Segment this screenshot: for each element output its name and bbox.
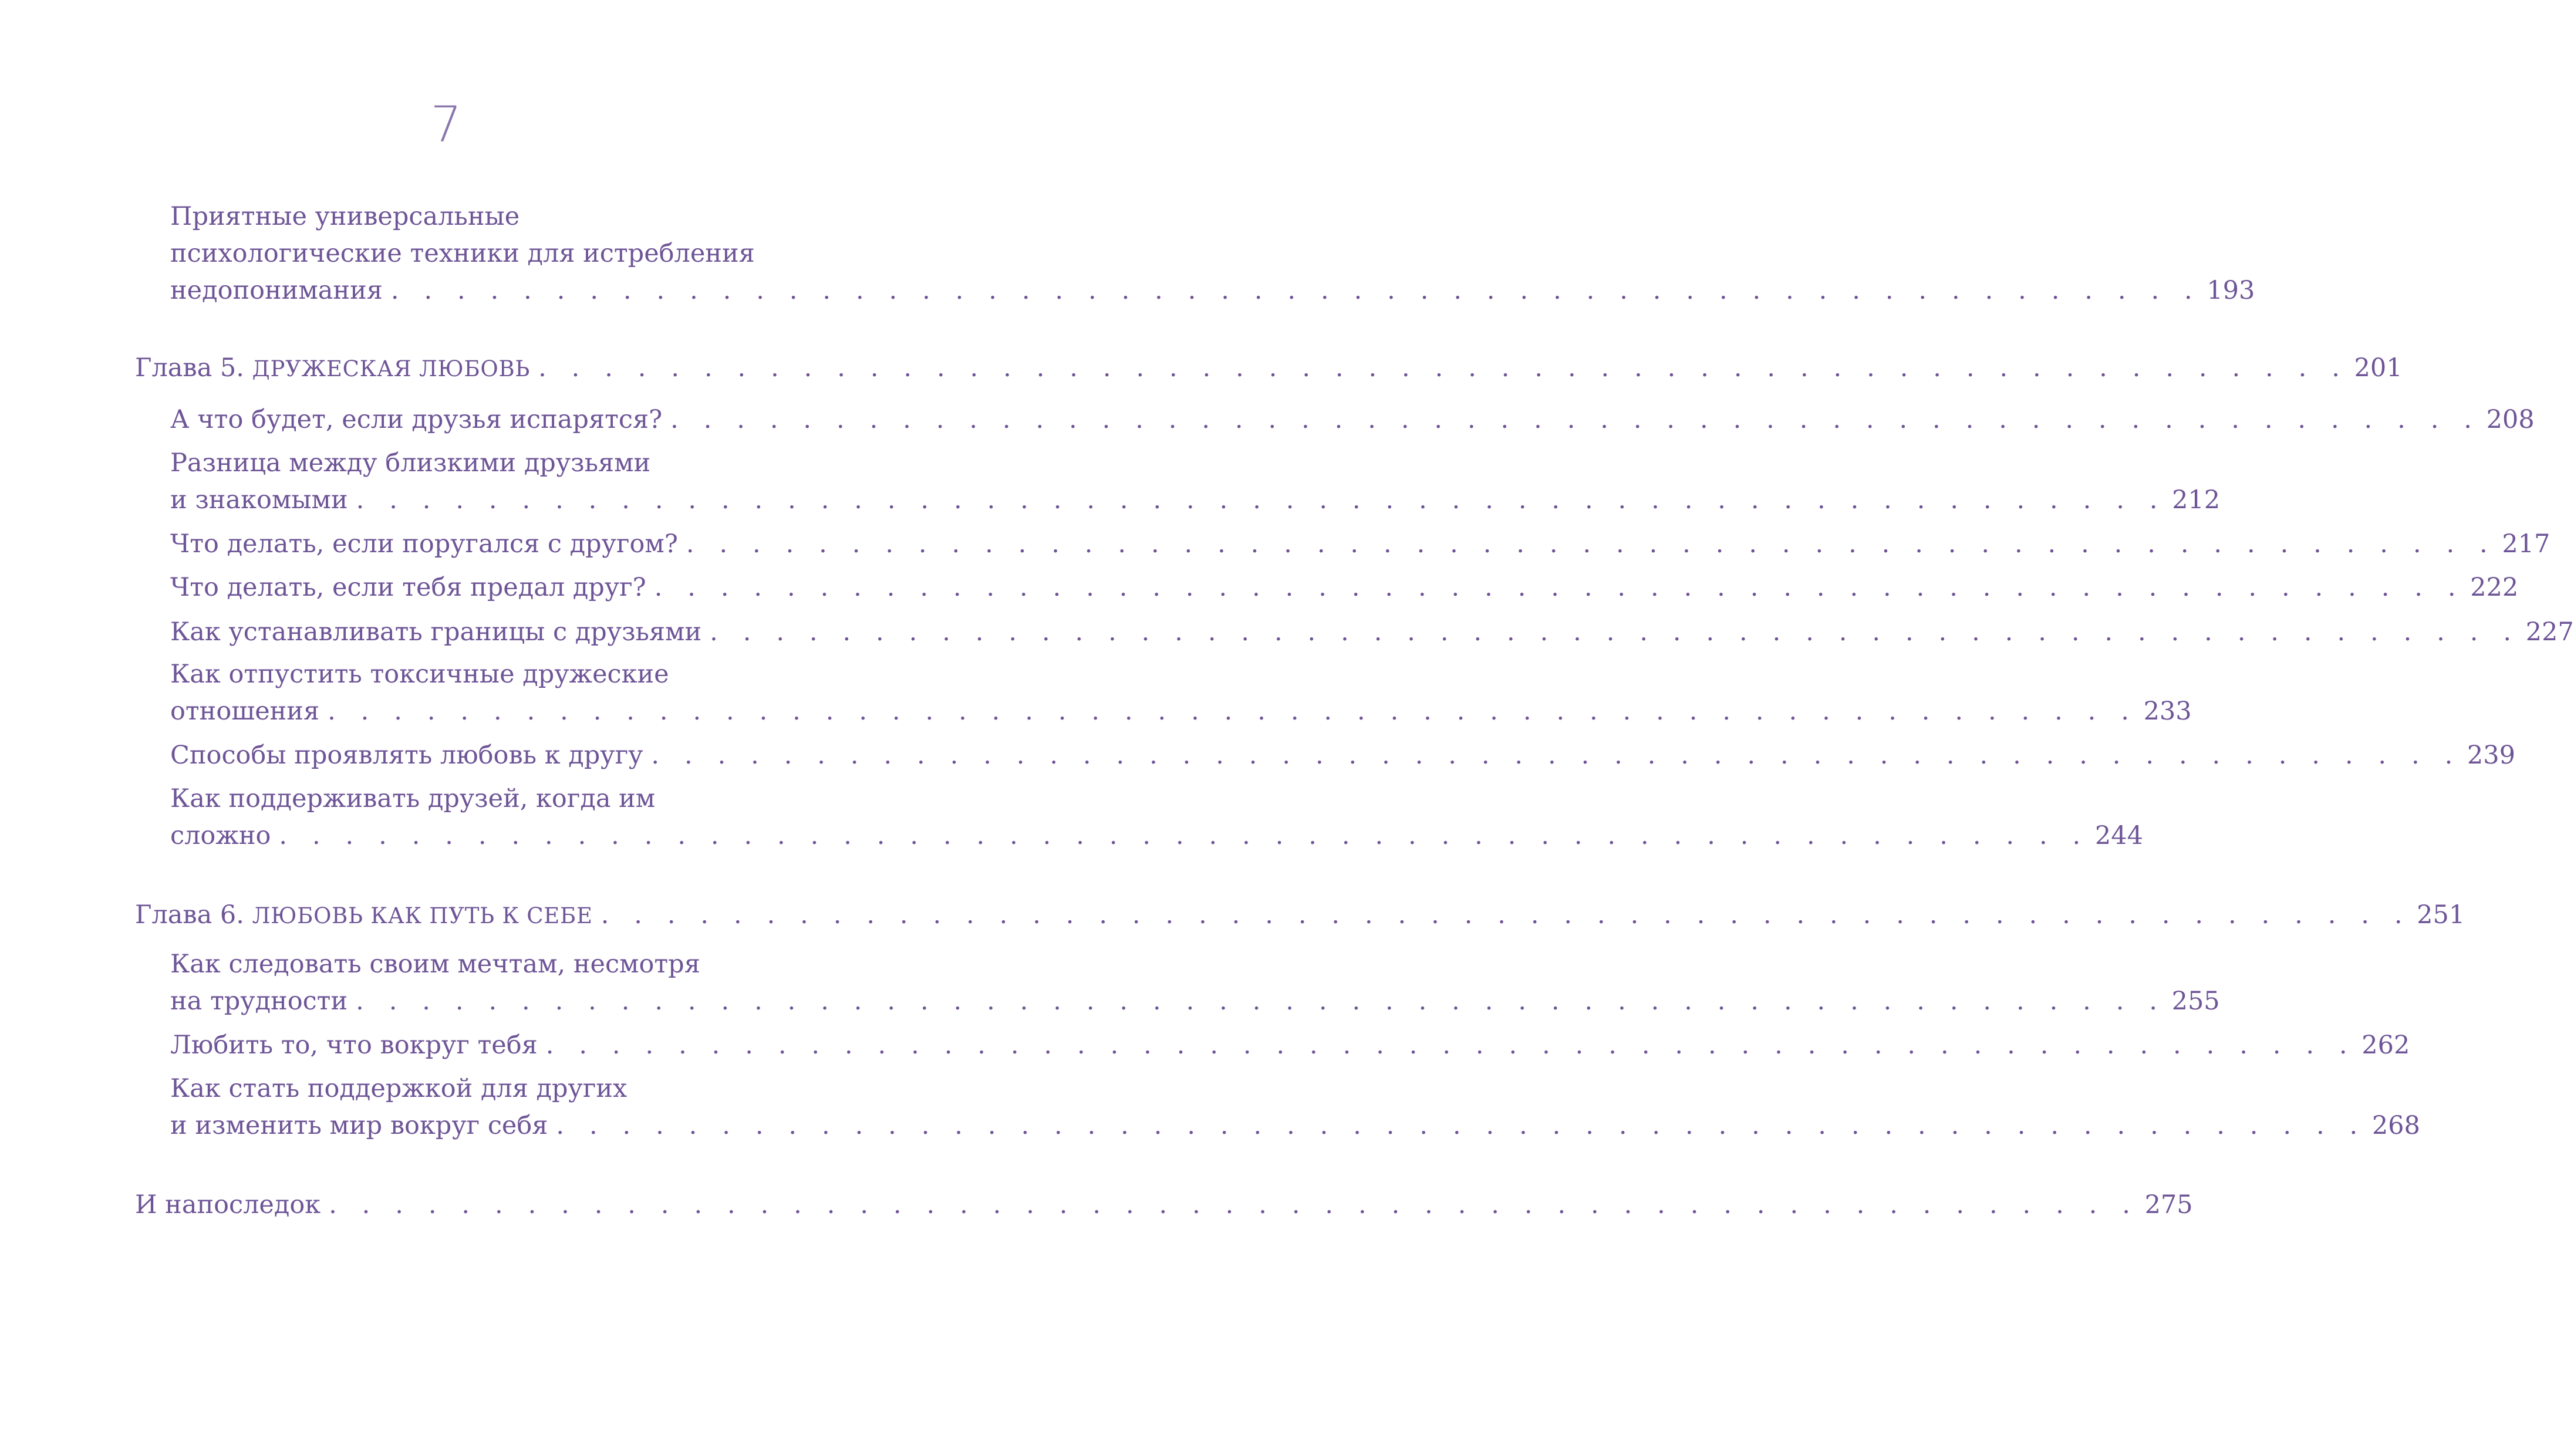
toc-entry-line: психологические техники для истребления [170,239,755,268]
toc-entry-title: и изменить мир вокруг себя [170,1111,548,1140]
toc-entry-title: на трудности [170,987,348,1016]
toc-entry-title: И напоследок [135,1190,321,1219]
dot-leader: . . . . . . . . . . . . . . . . . . . . . . . . . . . . . . . . . . . . . . . . . . . . . . . . . . . . . . . [328,697,2138,726]
toc-entry[interactable] [170,656,2192,730]
chapter-title: ДРУЖЕСКАЯ ЛЮБОВЬ [252,356,531,381]
toc-entry[interactable] [170,526,2551,563]
toc-entry-title: Любить то, что вокруг тебя [170,1031,538,1060]
dot-leader: . . . . . . . . . . . . . . . . . . . . . . . . . . . . . . . . . . . . . . . . . . . . . . . . . . . . . . . [538,353,2349,383]
toc-entry-title: отношения [170,697,320,726]
toc-entry-line: Как следовать своим мечтам, несмотря [170,950,700,979]
toc-page-number: 193 [2207,276,2255,305]
toc-page-number: 268 [2371,1111,2420,1140]
toc-page-number: 233 [2143,697,2192,726]
dot-leader: . . . . . . . . . . . . . . . . . . . . . . . . . . . . . . . . . . . . . . . . . . . . . . . . . . . . . . . [556,1111,2366,1140]
toc-entry-line: Как отпустить токсичные дружеские [170,660,669,689]
toc-entry-title: и знакомыми [170,485,348,515]
toc-entry-title: Что делать, если тебя предал друг? [170,573,646,602]
toc-entry-title: сложно [170,821,271,850]
dot-leader: . . . . . . . . . . . . . . . . . . . . . . . . . . . . . . . . . . . . . . . . . . . . . . . . . . . . . . . [279,821,2089,850]
chapter-title: ЛЮБОВЬ КАК ПУТЬ К СЕБЕ [252,903,593,928]
toc-page-number: 208 [2486,405,2535,434]
page-number: 7 [430,96,462,153]
toc-entry-title: А что будет, если друзья испарятся? [170,405,663,434]
dot-leader: . . . . . . . . . . . . . . . . . . . . . . . . . . . . . . . . . . . . . . . . . . . . . . . . . . . . . . . [710,617,2520,647]
toc-entry[interactable] [170,614,2574,651]
toc-page-number: 262 [2362,1031,2410,1060]
toc-page-number: 212 [2172,485,2221,515]
toc-entry-line: Разница между близкими друзьями [170,448,651,478]
toc-page-number: 239 [2467,741,2515,770]
toc-entry-title: Как устанавливать границы с друзьями [170,617,702,647]
chapter-prefix: Глава 5. [135,353,252,383]
dot-leader: . . . . . . . . . . . . . . . . . . . . . . . . . . . . . . . . . . . . . . . . . . . . . . . . . . . . . . . [670,405,2481,434]
toc-chapter[interactable] [135,897,2465,934]
toc-page-number: 217 [2502,529,2551,559]
toc-entry-title: Что делать, если поругался с другом? [170,529,678,559]
toc-entry-title: Способы проявлять любовь к другу [170,741,643,770]
toc-entry-line: Как стать поддержкой для других [170,1074,628,1103]
toc-chapter[interactable] [135,350,2403,387]
toc-entry-line: Приятные универсальные [170,202,520,231]
dot-leader: . . . . . . . . . . . . . . . . . . . . . . . . . . . . . . . . . . . . . . . . . . . . . . . . . . . . . . . [356,485,2167,515]
dot-leader: . . . . . . . . . . . . . . . . . . . . . . . . . . . . . . . . . . . . . . . . . . . . . . . . . . . . . . . [390,276,2201,305]
toc-entry[interactable] [170,737,2515,774]
toc-page-number: 227 [2525,617,2574,647]
chapter-prefix: Глава 6. [135,900,252,930]
toc-entry[interactable] [135,1187,2193,1224]
toc-page-number: 255 [2171,987,2220,1016]
toc-entry[interactable] [170,401,2535,438]
toc-entry[interactable] [170,569,2519,606]
toc-page-number: 222 [2470,573,2519,602]
toc-page-number: 244 [2094,821,2143,850]
toc-entry[interactable] [170,1070,2420,1144]
toc-entry[interactable] [170,198,2255,309]
toc-entry-title: недопонимания [170,276,383,305]
toc-page-number: 201 [2354,353,2403,383]
toc-page-number: 275 [2144,1190,2193,1219]
toc-entry-line: Как поддерживать друзей, когда им [170,784,656,813]
dot-leader: . . . . . . . . . . . . . . . . . . . . . . . . . . . . . . . . . . . . . . . . . . . . . . . . . . . . . . . [654,573,2465,602]
toc-entry[interactable] [170,445,2221,519]
dot-leader: . . . . . . . . . . . . . . . . . . . . . . . . . . . . . . . . . . . . . . . . . . . . . . . . . . . . . . . [601,900,2411,930]
dot-leader: . . . . . . . . . . . . . . . . . . . . . . . . . . . . . . . . . . . . . . . . . . . . . . . . . . . . . . . [651,741,2461,770]
toc-entry[interactable] [170,946,2220,1020]
dot-leader: . . . . . . . . . . . . . . . . . . . . . . . . . . . . . . . . . . . . . . . . . . . . . . . . . . . . . . . [545,1031,2356,1060]
dot-leader: . . . . . . . . . . . . . . . . . . . . . . . . . . . . . . . . . . . . . . . . . . . . . . . . . . . . . . . [329,1190,2139,1219]
toc-page-number: 251 [2417,900,2465,930]
dot-leader: . . . . . . . . . . . . . . . . . . . . . . . . . . . . . . . . . . . . . . . . . . . . . . . . . . . . . . . [686,529,2497,559]
toc-entry[interactable] [170,1027,2410,1064]
toc-entry[interactable] [170,781,2143,854]
dot-leader: . . . . . . . . . . . . . . . . . . . . . . . . . . . . . . . . . . . . . . . . . . . . . . . . . . . . . . . [356,987,2166,1016]
